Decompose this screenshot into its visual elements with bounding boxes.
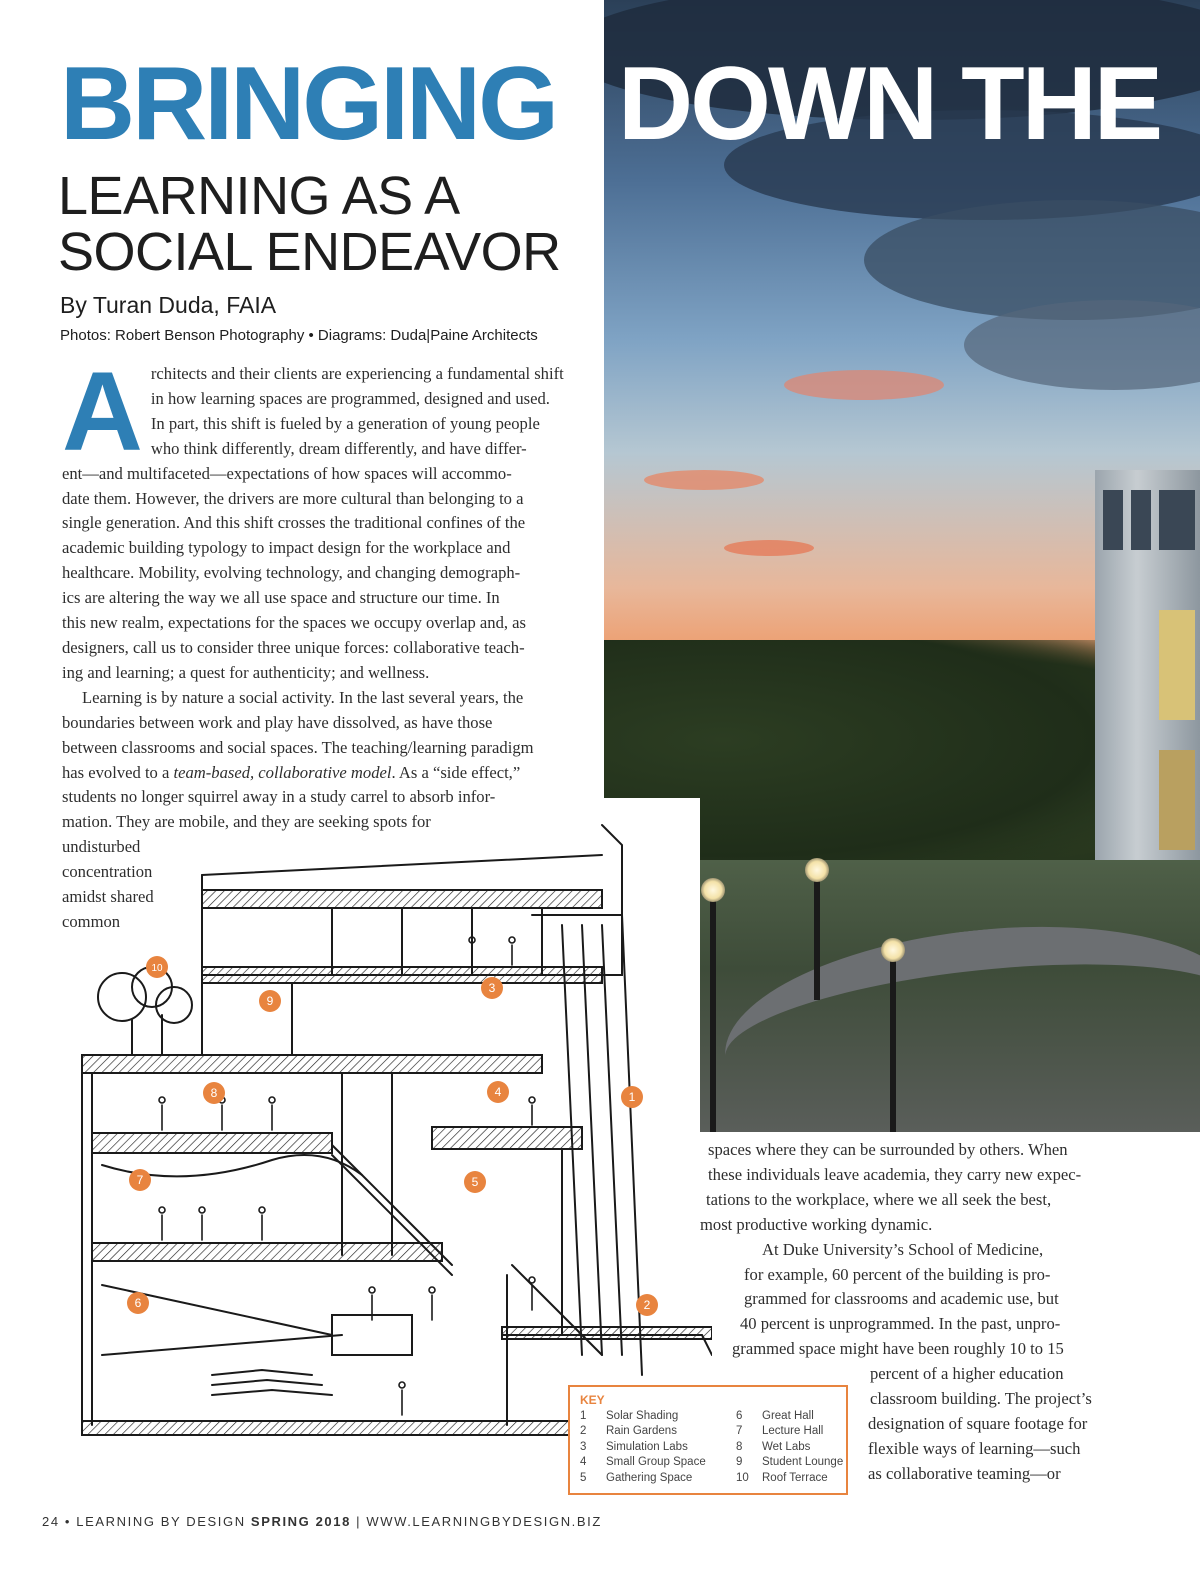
text-fragment: has evolved to a (62, 762, 174, 782)
key-row: 10 Roof Terrace (736, 1471, 828, 1484)
subtitle (58, 168, 561, 280)
text-line: healthcare. Mobility, evolving technology, and changing demograph- (62, 563, 521, 583)
text-line: ics are altering the way we all use space and structure our time. In (62, 588, 500, 608)
svg-text:10: 10 (151, 963, 163, 974)
website-url: WWW.LEARNINGBYDESIGN.BIZ (366, 1514, 602, 1529)
key-row: 6 Great Hall (736, 1410, 814, 1422)
marker-10 (146, 956, 168, 978)
key-row: 5 Gathering Space (580, 1471, 693, 1484)
svg-text:4: 4 (494, 1085, 502, 1099)
subtitle-line-2: SOCIAL ENDEAVOR (58, 222, 561, 282)
text-line: in how learning spaces are programmed, designed and used. (150, 388, 550, 408)
photo-credits: Photos: Robert Benson Photography • Diagrams: Duda|Paine Architects (60, 327, 538, 344)
text-line: most productive working dynamic. (700, 1214, 933, 1234)
text-line: ent—and multifaceted—expectations of how spaces will accommo- (62, 463, 512, 483)
text-line: classroom building. The project’s (870, 1389, 1092, 1409)
text-line: undisturbed (62, 837, 141, 857)
text-line: Learning is by nature a social activity. In the last several years, the (82, 687, 524, 707)
footer-separator: • (64, 1514, 72, 1529)
footer-bar: | (356, 1514, 362, 1529)
text-line: concentration (62, 862, 153, 882)
key-title: KEY (580, 1393, 605, 1407)
text-line: designers, call us to consider three unique forces: collaborative teach- (62, 637, 525, 657)
text-line: common (62, 911, 121, 931)
text-line: 40 percent is unprogrammed. In the past, unpro- (740, 1314, 1061, 1334)
svg-text:9: 9 (266, 994, 274, 1008)
marker-3 (481, 977, 503, 999)
marker-2 (636, 1294, 658, 1316)
title-left: BRINGING (60, 46, 556, 162)
marker-8 (203, 1082, 225, 1104)
text-line: tations to the workplace, where we all seek the best, (706, 1189, 1052, 1209)
svg-text:3: 3 (488, 981, 496, 995)
title-right: DOWN THE (618, 46, 1161, 162)
key-row: 3 Simulation Labs (580, 1440, 688, 1453)
text-line: amidst shared (62, 887, 154, 907)
magazine-name: LEARNING BY DESIGN (76, 1514, 246, 1529)
text-line: grammed space might have been roughly 10 to 15 (732, 1339, 1064, 1359)
text-line: single generation. And this shift crosses the traditional confines of the (62, 513, 526, 533)
svg-text:8: 8 (210, 1086, 218, 1100)
svg-text:7: 7 (136, 1173, 144, 1187)
svg-text:5: 5 (471, 1175, 479, 1189)
key-row: 9 Student Lounge (736, 1456, 844, 1469)
marker-6 (127, 1292, 149, 1314)
text-line: academic building typology to impact design for the workplace and (62, 538, 511, 558)
text-line: these individuals leave academia, they carry new expec- (708, 1164, 1082, 1184)
key-row: 8 Wet Labs (736, 1440, 811, 1453)
text-line: At Duke University’s School of Medicine, (762, 1239, 1044, 1259)
text-line: date them. However, the drivers are more cultural than belonging to a (62, 488, 524, 508)
text-fragment: . As a “side effect,” (391, 762, 521, 782)
text-line: rchitects and their clients are experiencing a fundamental shift (150, 364, 564, 383)
marker-7 (129, 1169, 151, 1191)
building-section-sketch (62, 815, 712, 1455)
text-line: who think differently, dream differently, and have differ- (150, 438, 527, 458)
key-row: 1 Solar Shading (580, 1410, 679, 1422)
marker-1 (621, 1086, 643, 1108)
svg-text:2: 2 (643, 1298, 651, 1312)
issue-label: SPRING 2018 (250, 1514, 351, 1529)
text-line: as collaborative teaming—or (868, 1463, 1061, 1483)
diagram-key (568, 1385, 848, 1495)
key-row: 4 Small Group Space (580, 1456, 706, 1469)
text-line: boundaries between work and play have dissolved, as have those (62, 712, 493, 732)
subtitle-line-1: LEARNING AS A (58, 166, 460, 226)
text-line (62, 761, 578, 786)
text-line: grammed for classrooms and academic use, but (744, 1289, 1059, 1309)
key-row: 7 Lecture Hall (736, 1425, 824, 1438)
page-number: 24 (42, 1514, 60, 1529)
key-column-left (580, 1410, 706, 1487)
paragraph-1 (62, 349, 578, 686)
text-line: flexible ways of learning—such (868, 1438, 1081, 1458)
text-line: designation of square footage for (868, 1413, 1088, 1433)
text-line: this new realm, expectations for the spaces we occupy overlap and, as (62, 613, 526, 633)
key-column-right (736, 1410, 843, 1487)
marker-4 (487, 1081, 509, 1103)
key-row: 2 Rain Gardens (580, 1425, 677, 1438)
marker-5 (464, 1171, 486, 1193)
page-footer (42, 1514, 602, 1529)
emphasis: team-based, collaborative model (173, 762, 392, 782)
text-line: for example, 60 percent of the building is pro- (744, 1264, 1051, 1284)
text-line: percent of a higher education (870, 1364, 1064, 1384)
text-line: In part, this shift is fueled by a generation of young people (150, 413, 540, 433)
drop-cap: A (62, 349, 143, 474)
text-line: spaces where they can be surrounded by others. When (708, 1140, 1068, 1159)
text-line: students no longer squirrel away in a study carrel to absorb infor- (62, 787, 496, 807)
marker-9 (259, 990, 281, 1012)
byline: By Turan Duda, FAIA (60, 292, 277, 318)
svg-text:6: 6 (134, 1296, 142, 1310)
text-line: ing and learning; a quest for authenticity; and wellness. (62, 662, 430, 682)
text-line: mation. They are mobile, and they are seeking spots for (62, 812, 431, 832)
text-line: between classrooms and social spaces. The teaching/learning paradigm (62, 737, 534, 757)
svg-text:1: 1 (628, 1090, 636, 1104)
